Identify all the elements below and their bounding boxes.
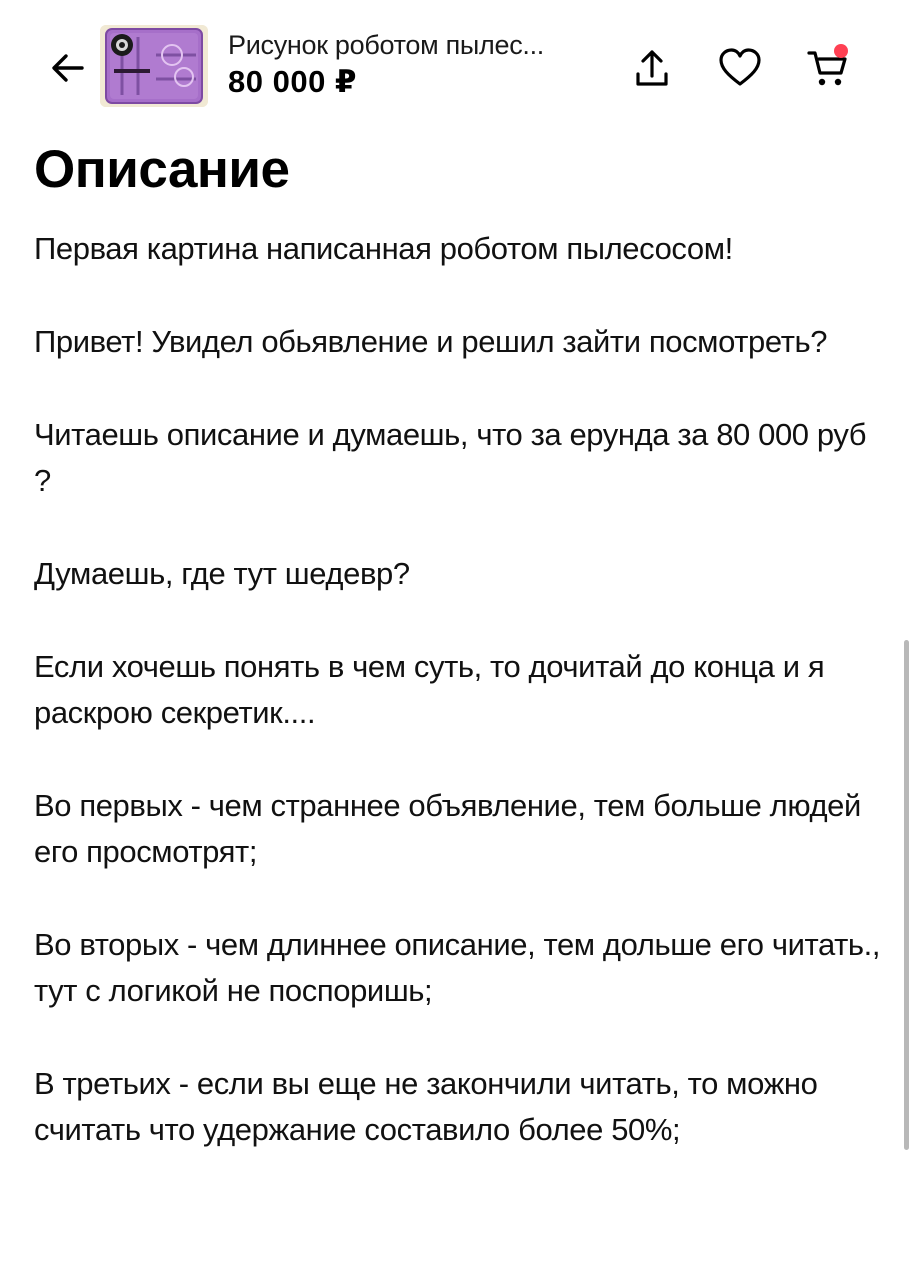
arrow-left-icon	[48, 48, 88, 88]
description-paragraph: Во вторых - чем длиннее описание, тем дольше его читать., тут с логикой не поспоришь;	[34, 927, 881, 1008]
product-thumbnail[interactable]	[100, 25, 208, 107]
back-button[interactable]	[44, 44, 92, 92]
favorite-button[interactable]	[712, 40, 768, 96]
item-summary[interactable]	[228, 28, 588, 102]
description-paragraph: Во первых - чем страннее объявление, тем больше людей его просмотрят;	[34, 788, 861, 869]
description-paragraph: Если хочешь понять в чем суть, то дочитай до конца и я раскрою секретик....	[34, 649, 825, 730]
share-button[interactable]	[624, 40, 680, 96]
description-paragraph: Читаешь описание и думаешь, что за ерунда за 80 000 руб ?	[34, 417, 867, 498]
section-title: Описание	[34, 140, 290, 199]
description-paragraph: В третьих - если вы еще не закончили читать, то можно считать что удержание составило более 50%;	[34, 1066, 818, 1147]
cart-notification-badge	[834, 44, 848, 58]
item-price: 80 000 ₽	[228, 64, 357, 99]
description-text	[34, 226, 884, 1200]
share-icon	[632, 46, 672, 90]
product-thumbnail-image	[100, 25, 208, 107]
description-paragraph: Привет! Увидел обьявление и решил зайти посмотреть?	[34, 324, 828, 359]
heart-icon	[717, 47, 763, 89]
item-title: Рисунок роботом пылес...	[228, 30, 544, 60]
scrollbar[interactable]	[904, 640, 909, 1150]
description-paragraph: Думаешь, где тут шедевр?	[34, 556, 410, 591]
top-bar	[0, 0, 915, 130]
description-paragraph: Первая картина написанная роботом пылесосом!	[34, 231, 733, 266]
cart-button[interactable]	[800, 40, 856, 96]
